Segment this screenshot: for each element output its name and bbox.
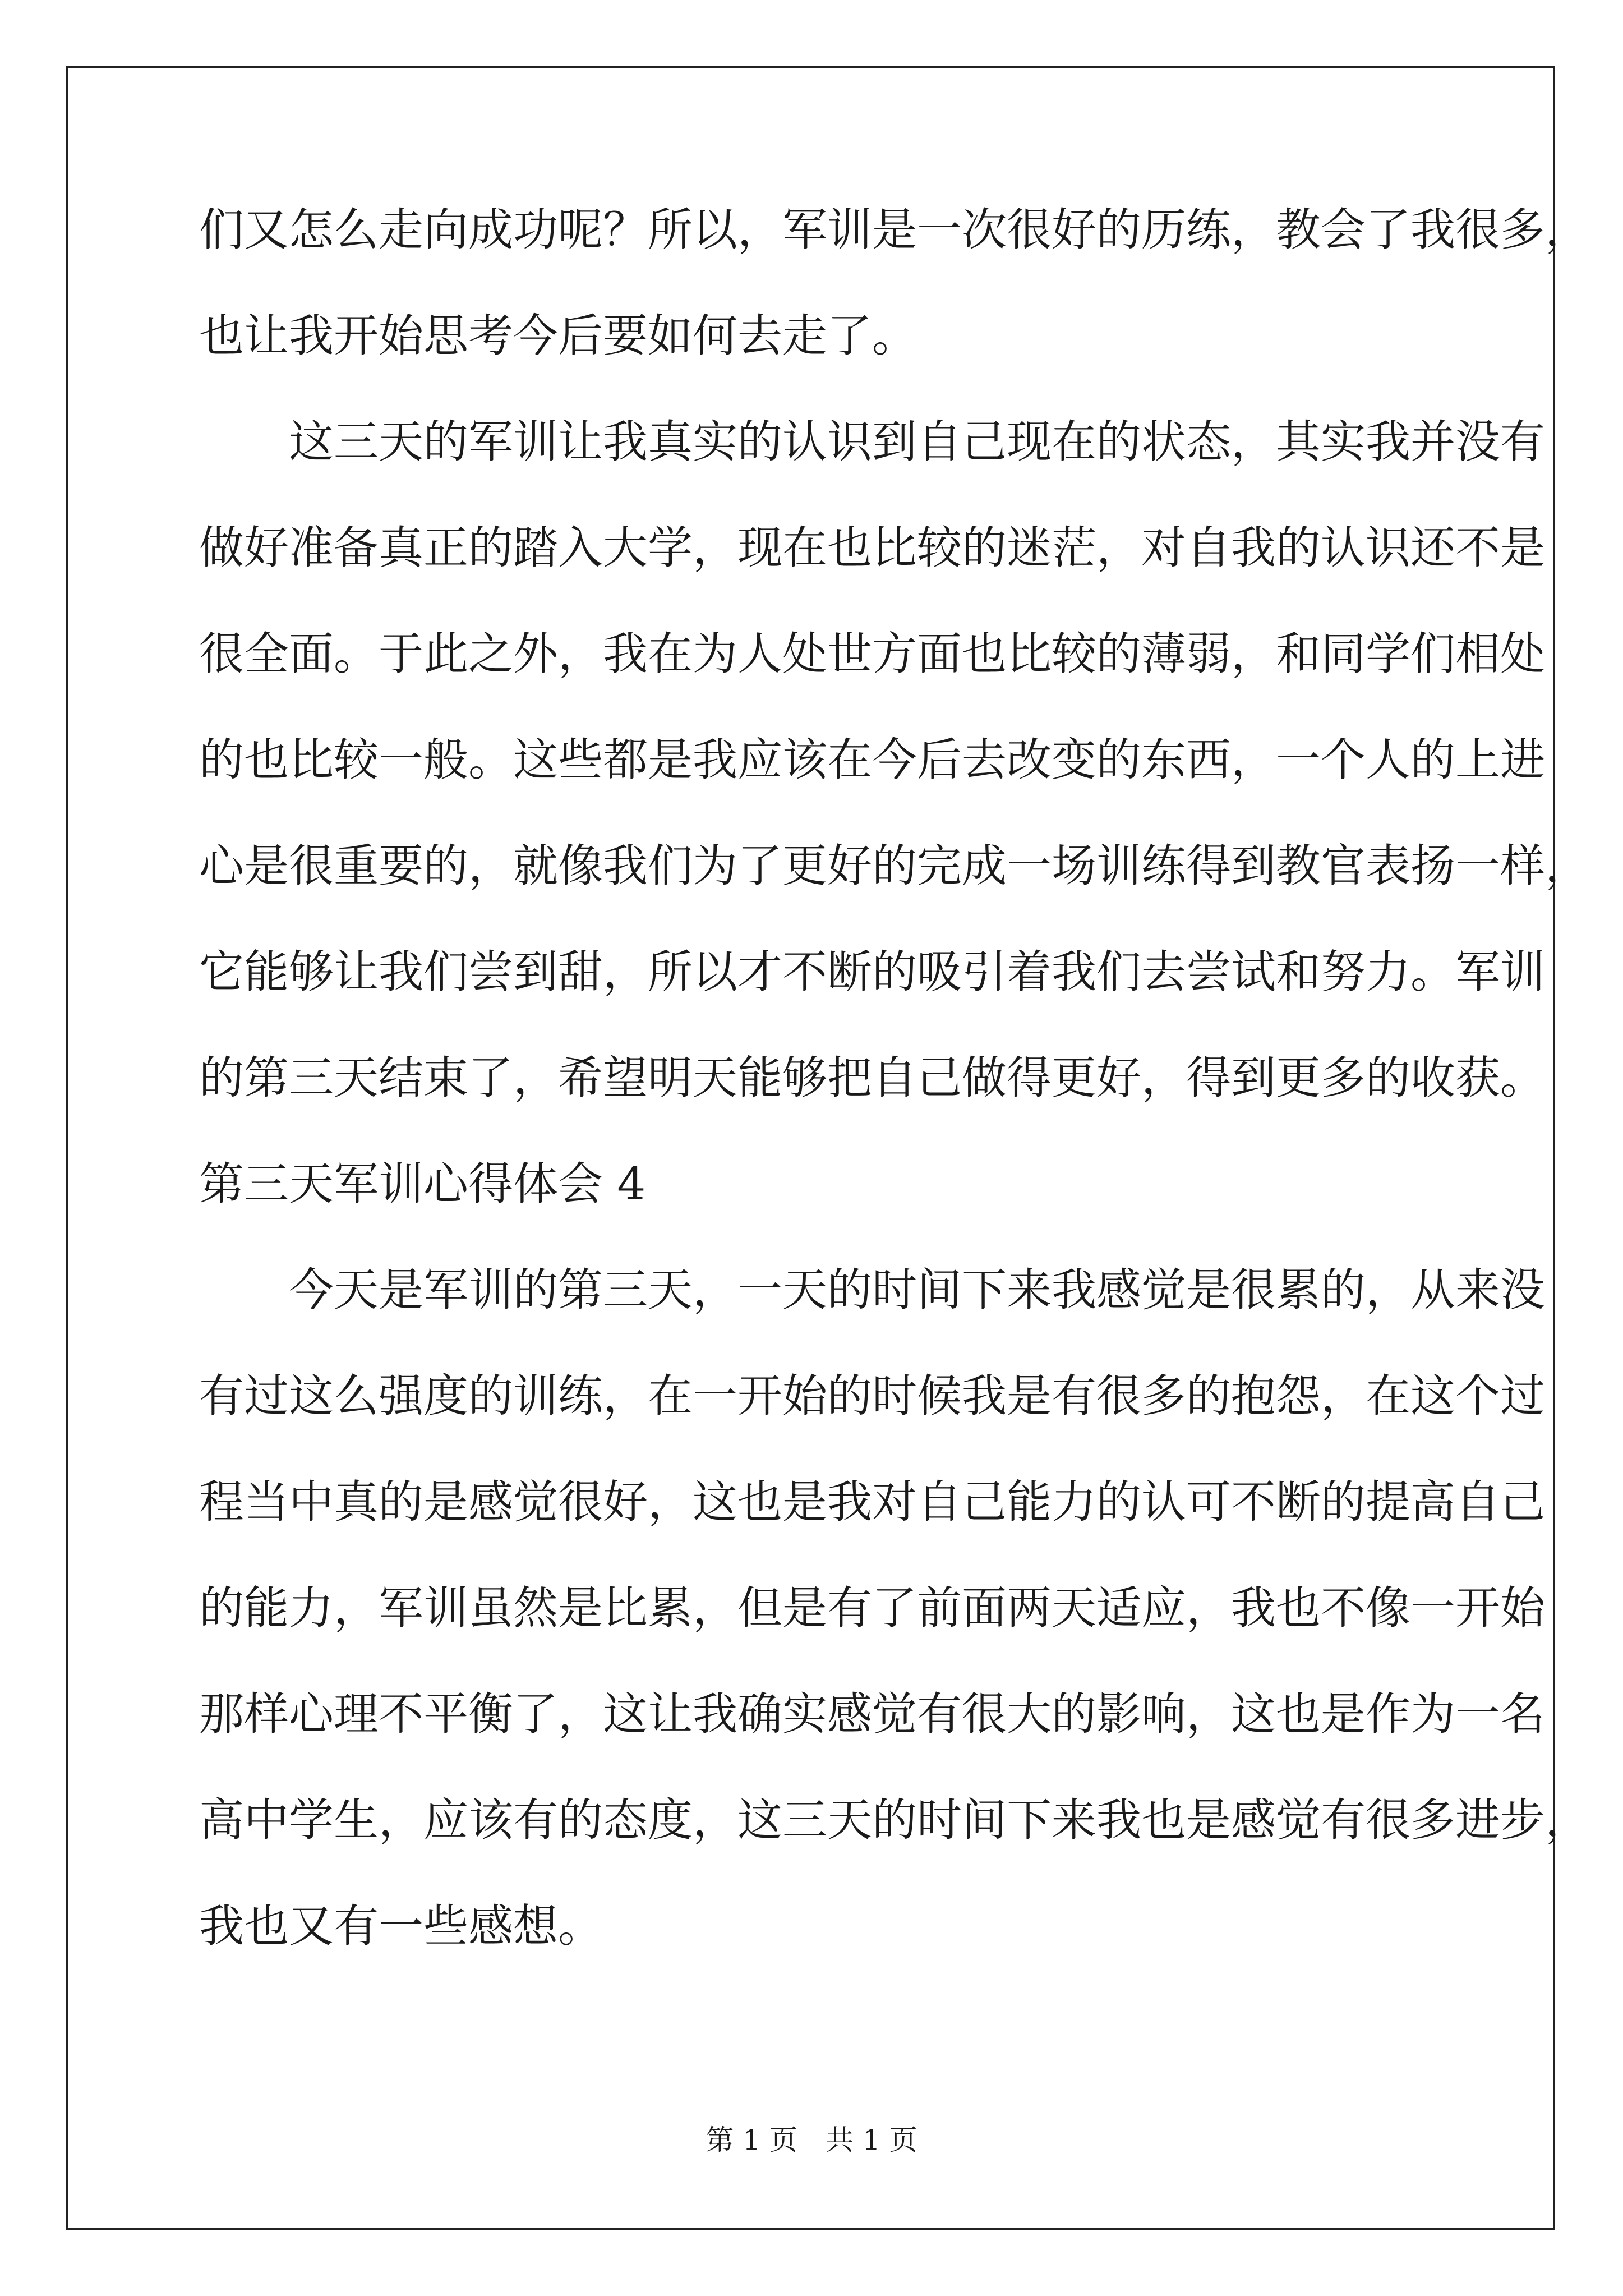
page-footer bbox=[0, 2123, 1623, 2157]
text-line: 心是很重要的，就像我们为了更好的完成一场训练得到教官表扬一样， bbox=[199, 840, 1590, 892]
text-line: 有过这么强度的训练，在一开始的时候我是有很多的抱怨，在这个过 bbox=[199, 1370, 1545, 1422]
document-body bbox=[199, 177, 1590, 1979]
section-heading: 第三天军训心得体会 4 bbox=[199, 1158, 646, 1210]
text-line: 它能够让我们尝到甜，所以才不断的吸引着我们去尝试和努力。军训 bbox=[199, 946, 1545, 998]
text-line: 今天是军训的第三天，一天的时间下来我感觉是很累的，从来没 bbox=[289, 1264, 1545, 1316]
text-line: 的也比较一般。这些都是我应该在今后去改变的东西，一个人的上进 bbox=[199, 734, 1545, 786]
paragraph-3 bbox=[199, 1237, 1590, 1979]
paragraph-2 bbox=[199, 389, 1590, 1131]
page-number: 第 1 页 bbox=[706, 2124, 797, 2156]
text-line: 的能力，军训虽然是比累，但是有了前面两天适应，我也不像一开始 bbox=[199, 1582, 1545, 1634]
text-line: 们又怎么走向成功呢？所以，军训是一次很好的历练，教会了我很多， bbox=[199, 204, 1590, 256]
text-line: 这三天的军训让我真实的认识到自己现在的状态，其实我并没有 bbox=[289, 416, 1545, 468]
text-line: 也让我开始思考今后要如何去走了。 bbox=[199, 310, 917, 362]
text-line: 的第三天结束了，希望明天能够把自己做得更好，得到更多的收获。 bbox=[199, 1052, 1545, 1104]
paragraph-1 bbox=[199, 177, 1590, 389]
text-line: 程当中真的是感觉很好，这也是我对自己能力的认可不断的提高自己 bbox=[199, 1476, 1545, 1528]
text-line: 我也又有一些感想。 bbox=[199, 1900, 603, 1952]
text-line: 高中学生，应该有的态度，这三天的时间下来我也是感觉有很多进步， bbox=[199, 1794, 1590, 1846]
text-line: 做好准备真正的踏入大学，现在也比较的迷茫，对自我的认识还不是 bbox=[199, 522, 1545, 574]
page-total: 共 1 页 bbox=[826, 2124, 917, 2156]
text-line: 很全面。于此之外，我在为人处世方面也比较的薄弱，和同学们相处 bbox=[199, 628, 1545, 680]
text-line: 那样心理不平衡了，这让我确实感觉有很大的影响，这也是作为一名 bbox=[199, 1688, 1545, 1740]
